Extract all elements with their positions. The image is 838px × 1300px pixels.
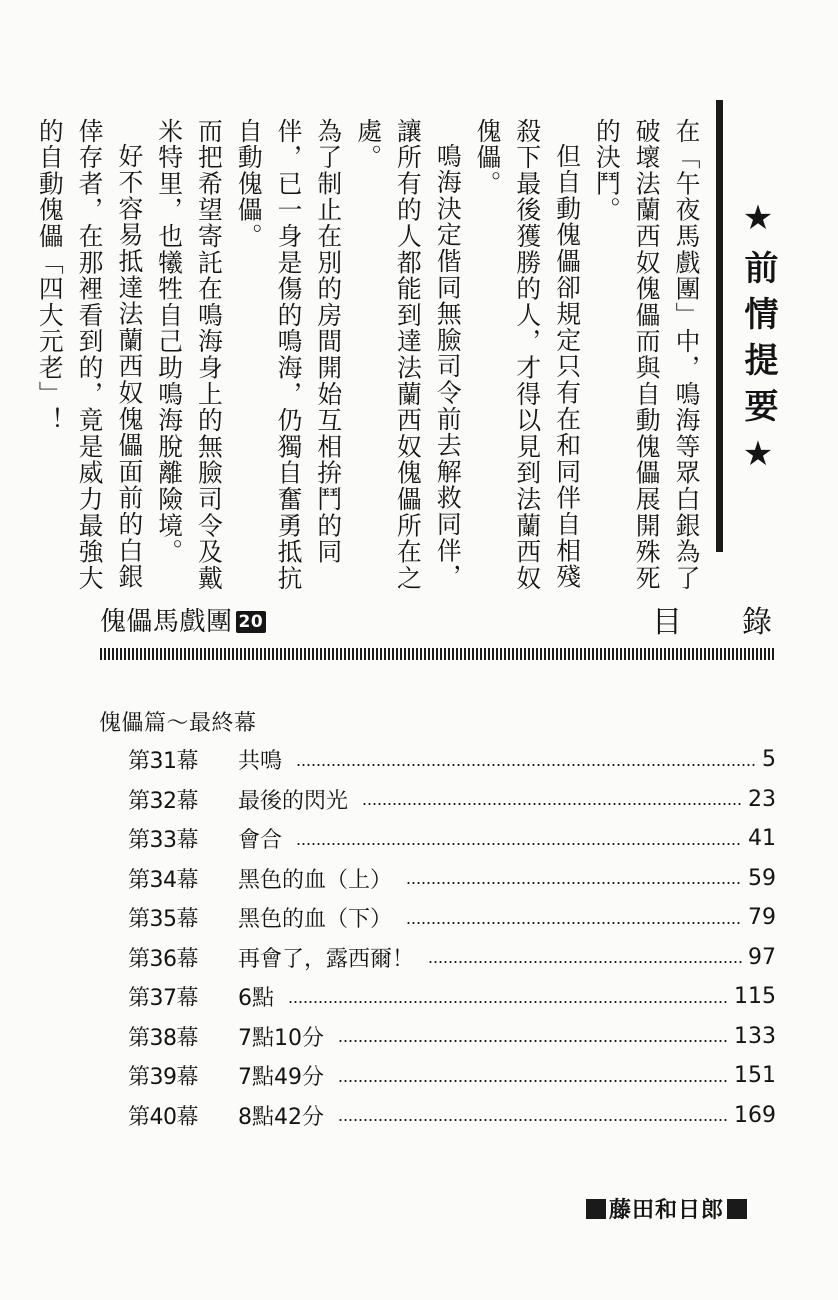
toc-entry [128,1056,776,1096]
toc-entry [128,1096,776,1136]
toc-entry [128,977,776,1017]
decorative-rule [100,648,774,660]
toc-page: 23 [748,786,776,812]
toc-title: 8點42分 [238,1104,324,1130]
toc-page: 41 [748,826,776,852]
author-name: 藤田和日郎 [609,1198,725,1223]
toc-entry [128,740,776,780]
toc-page: 151 [734,1063,776,1089]
toc-title: 黑色的血（下） [238,907,393,933]
recap-paragraph: 為了制止在別的房間開始互相拚鬥的同伴，已一身是傷的鳴海，仍獨自奮勇抵抗自動傀儡。 [234,118,343,592]
toc-leader-dots [338,1080,728,1082]
toc-title: 黑色的血（上） [238,867,393,893]
recap-paragraph: 鳴海決定偕同無臉司令前去解救同伴，讓所有的人都能到達法蘭西奴傀儡所在之處。 [353,118,463,592]
toc-page: 59 [748,865,776,891]
toc-page: 115 [734,984,776,1010]
recap-rule [716,100,723,552]
toc-title: 最後的閃光 [238,788,349,814]
recap-body [35,118,706,598]
toc-leader-dots [428,961,742,963]
toc-entry [128,819,776,859]
toc-chapter: 第31幕 [128,749,198,775]
recap-paragraph: 在「午夜馬戲團」中，鳴海等眾白銀為了破壞法蘭西奴傀儡而與自動傀儡展開殊死的決鬥。 [592,118,701,592]
toc-page: 79 [748,905,776,931]
toc-heading [652,597,772,641]
toc-title: 共鳴 [238,749,283,775]
square-ornament-left [586,1199,606,1219]
toc-title: 7點10分 [238,1025,324,1051]
toc-leader-dots [362,803,742,805]
toc-chapter: 第37幕 [128,986,198,1012]
toc-leader-dots [296,843,742,845]
volume-badge: 20 [236,611,267,633]
recap-paragraph: 但自動傀儡卻規定只有在和同伴自相殘殺下最後獲勝的人，才得以見到法蘭西奴傀儡。 [473,118,582,592]
toc-entry [128,898,776,938]
toc-entry [128,938,776,978]
toc-title: 再會了，露西爾！ [238,946,415,972]
toc-entry [128,859,776,899]
toc-page: 97 [748,944,776,970]
toc-chapter: 第34幕 [128,867,198,893]
toc-chapter: 第38幕 [128,1025,198,1051]
recap-heading: ★前情提要★ [738,198,778,486]
toc-leader-dots [406,922,742,924]
toc-chapter: 第32幕 [128,788,198,814]
author-credit [586,1193,747,1224]
toc-page: 133 [734,1023,776,1049]
recap-paragraph: 而把希望寄託在鳴海身上的無臉司令及戴米特里，也犧牲自己助鳴海脫離險境。 [154,118,224,592]
toc-chapter: 第35幕 [128,907,198,933]
toc-chapter: 第33幕 [128,828,198,854]
toc-entry [128,780,776,820]
toc-title: 6點 [238,986,274,1012]
series-title [100,601,266,638]
toc-leader-dots [406,882,742,884]
toc-heading-char: 錄 [742,605,772,640]
square-ornament-right [727,1199,747,1219]
toc-chapter: 第39幕 [128,1065,198,1091]
toc-title: 會合 [238,828,283,854]
toc-leader-dots [338,1119,728,1121]
series-name: 傀儡馬戲團 [100,607,233,637]
toc-leader-dots [288,1001,728,1003]
toc-leader-dots [296,764,756,766]
toc-heading-char: 目 [652,605,682,640]
recap-paragraph: 好不容易抵達法蘭西奴傀儡面前的白銀倖存者，在那裡看到的，竟是威力最強大的自動傀儡「四大元老」！ [35,118,144,592]
toc-leader-dots [338,1040,728,1042]
toc-list [128,740,776,1135]
toc-page: 169 [734,1102,776,1128]
toc-chapter: 第36幕 [128,946,198,972]
toc-page: 5 [762,747,776,773]
toc-chapter: 第40幕 [128,1104,198,1130]
toc-title: 7點49分 [238,1065,324,1091]
toc-entry [128,1017,776,1057]
part-title: 傀儡篇～最終幕 [99,711,257,736]
